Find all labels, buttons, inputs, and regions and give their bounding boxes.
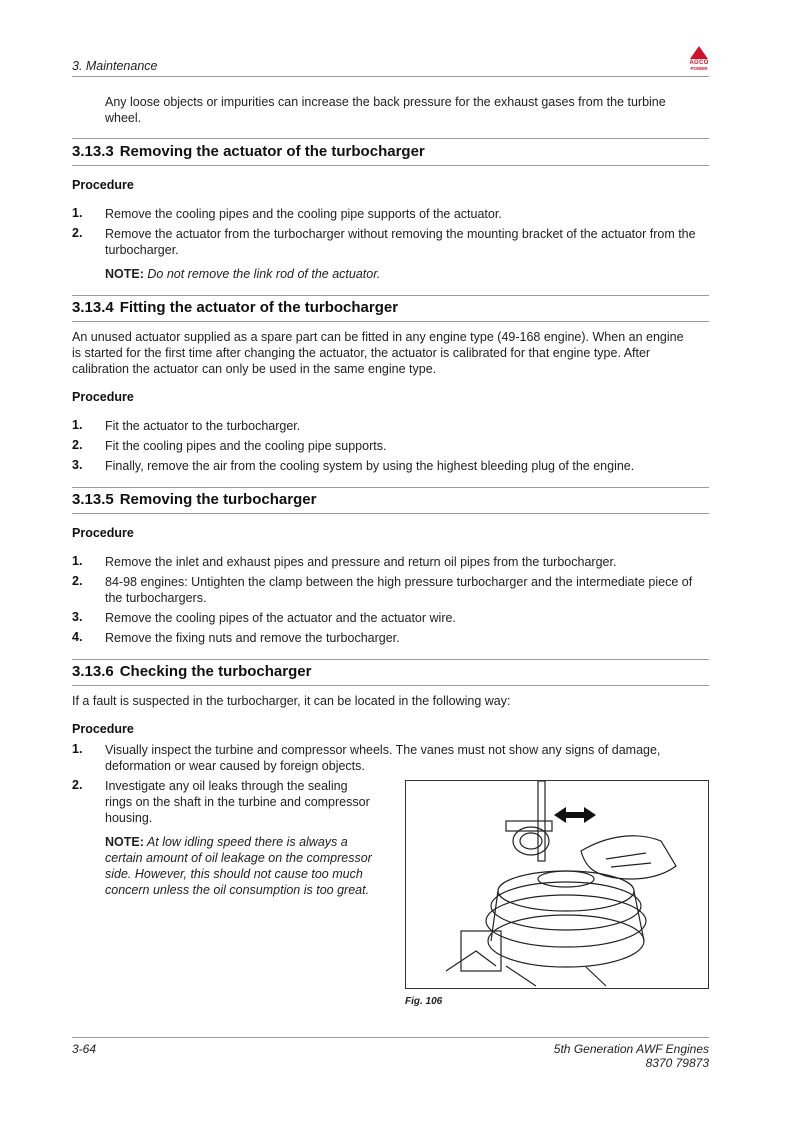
step-number: 3. [72,458,83,472]
document-title: 5th Generation AWF Engines [553,1042,709,1056]
turbocharger-figure [405,780,709,989]
step-text: Remove the fixing nuts and remove the turbocharger. [105,631,400,645]
section-rule-bottom [72,321,709,322]
step-text: Remove the actuator from the turbocharger without removing the mounting bracket of the actuator from the turbocharger. [105,227,696,257]
step-number: 2. [72,778,83,792]
step-text: Visually inspect the turbine and compressor wheels. The vanes must not show any signs of damage, deformation or wear caused by foreign objects. [105,743,661,773]
procedure-label: Procedure [72,722,134,736]
procedure-label: Procedure [72,178,134,192]
step-number: 1. [72,742,83,756]
section-heading: 3.13.4 Fitting the actuator of the turbocharger [72,299,399,316]
step-number: 2. [72,226,83,240]
step-text: Remove the cooling pipes of the actuator and the actuator wire. [105,611,456,625]
section-rule-top [72,659,709,660]
section-heading: 3.13.3 Removing the actuator of the turbocharger [72,143,425,160]
step-number: 2. [72,574,83,588]
note: NOTE: At low idling speed there is always a certain amount of oil leakage on the compressor side. However, this should not cause too much concern unless the oil consumption is too great. [105,835,372,897]
procedure-label: Procedure [72,390,134,404]
figure-caption: Fig. 106 [405,996,443,1007]
document-number: 8370 79873 [645,1056,709,1070]
section-rule-top [72,138,709,139]
step-number: 1. [72,206,83,220]
step-number: 1. [72,554,83,568]
running-header: 3. Maintenance [72,59,158,73]
footer-rule [72,1037,709,1038]
header-rule [72,76,709,77]
section-intro: An unused actuator supplied as a spare part can be fitted in any engine type (49-168 engine). When an engine is started for the first time after changing the actuator, the actuator is calibrated for that engine type. After calibration the actuator can only be used in the same engine type. [72,330,684,376]
section-heading: 3.13.6 Checking the turbocharger [72,663,312,680]
step-number: 2. [72,438,83,452]
section-heading: 3.13.5 Removing the turbocharger [72,491,317,508]
step-text: Remove the cooling pipes and the cooling pipe supports of the actuator. [105,207,502,221]
note: NOTE: Do not remove the link rod of the actuator. [105,267,381,281]
page-number: 3-64 [72,1042,97,1056]
logo-triangle-icon [690,46,708,59]
turbocharger-illustration [406,781,708,988]
section-rule-top [72,295,709,296]
step-text: Finally, remove the air from the cooling system by using the highest bleeding plug of the engine. [105,459,635,473]
step-text: 84-98 engines: Untighten the clamp between the high pressure turbocharger and the intermediate piece of the turbochargers. [105,575,693,605]
step-text: Remove the inlet and exhaust pipes and pressure and return oil pipes from the turbocharger. [105,555,617,569]
section-intro: If a fault is suspected in the turbocharger, it can be located in the following way: [72,694,511,708]
section-rule-bottom [72,513,709,514]
intro-paragraph: Any loose objects or impurities can increase the back pressure for the exhaust gases from the turbine wheel. [105,95,666,125]
step-text: Fit the cooling pipes and the cooling pipe supports. [105,439,387,453]
step-number: 3. [72,610,83,624]
step-text: Fit the actuator to the turbocharger. [105,419,301,433]
section-rule-bottom [72,165,709,166]
agco-power-logo: AGCO POWER [686,46,712,76]
step-text: Investigate any oil leaks through the sealing rings on the shaft in the turbine and compressor housing. [105,779,370,825]
section-rule-top [72,487,709,488]
section-rule-bottom [72,685,709,686]
step-number: 4. [72,630,83,644]
procedure-label: Procedure [72,526,134,540]
step-number: 1. [72,418,83,432]
